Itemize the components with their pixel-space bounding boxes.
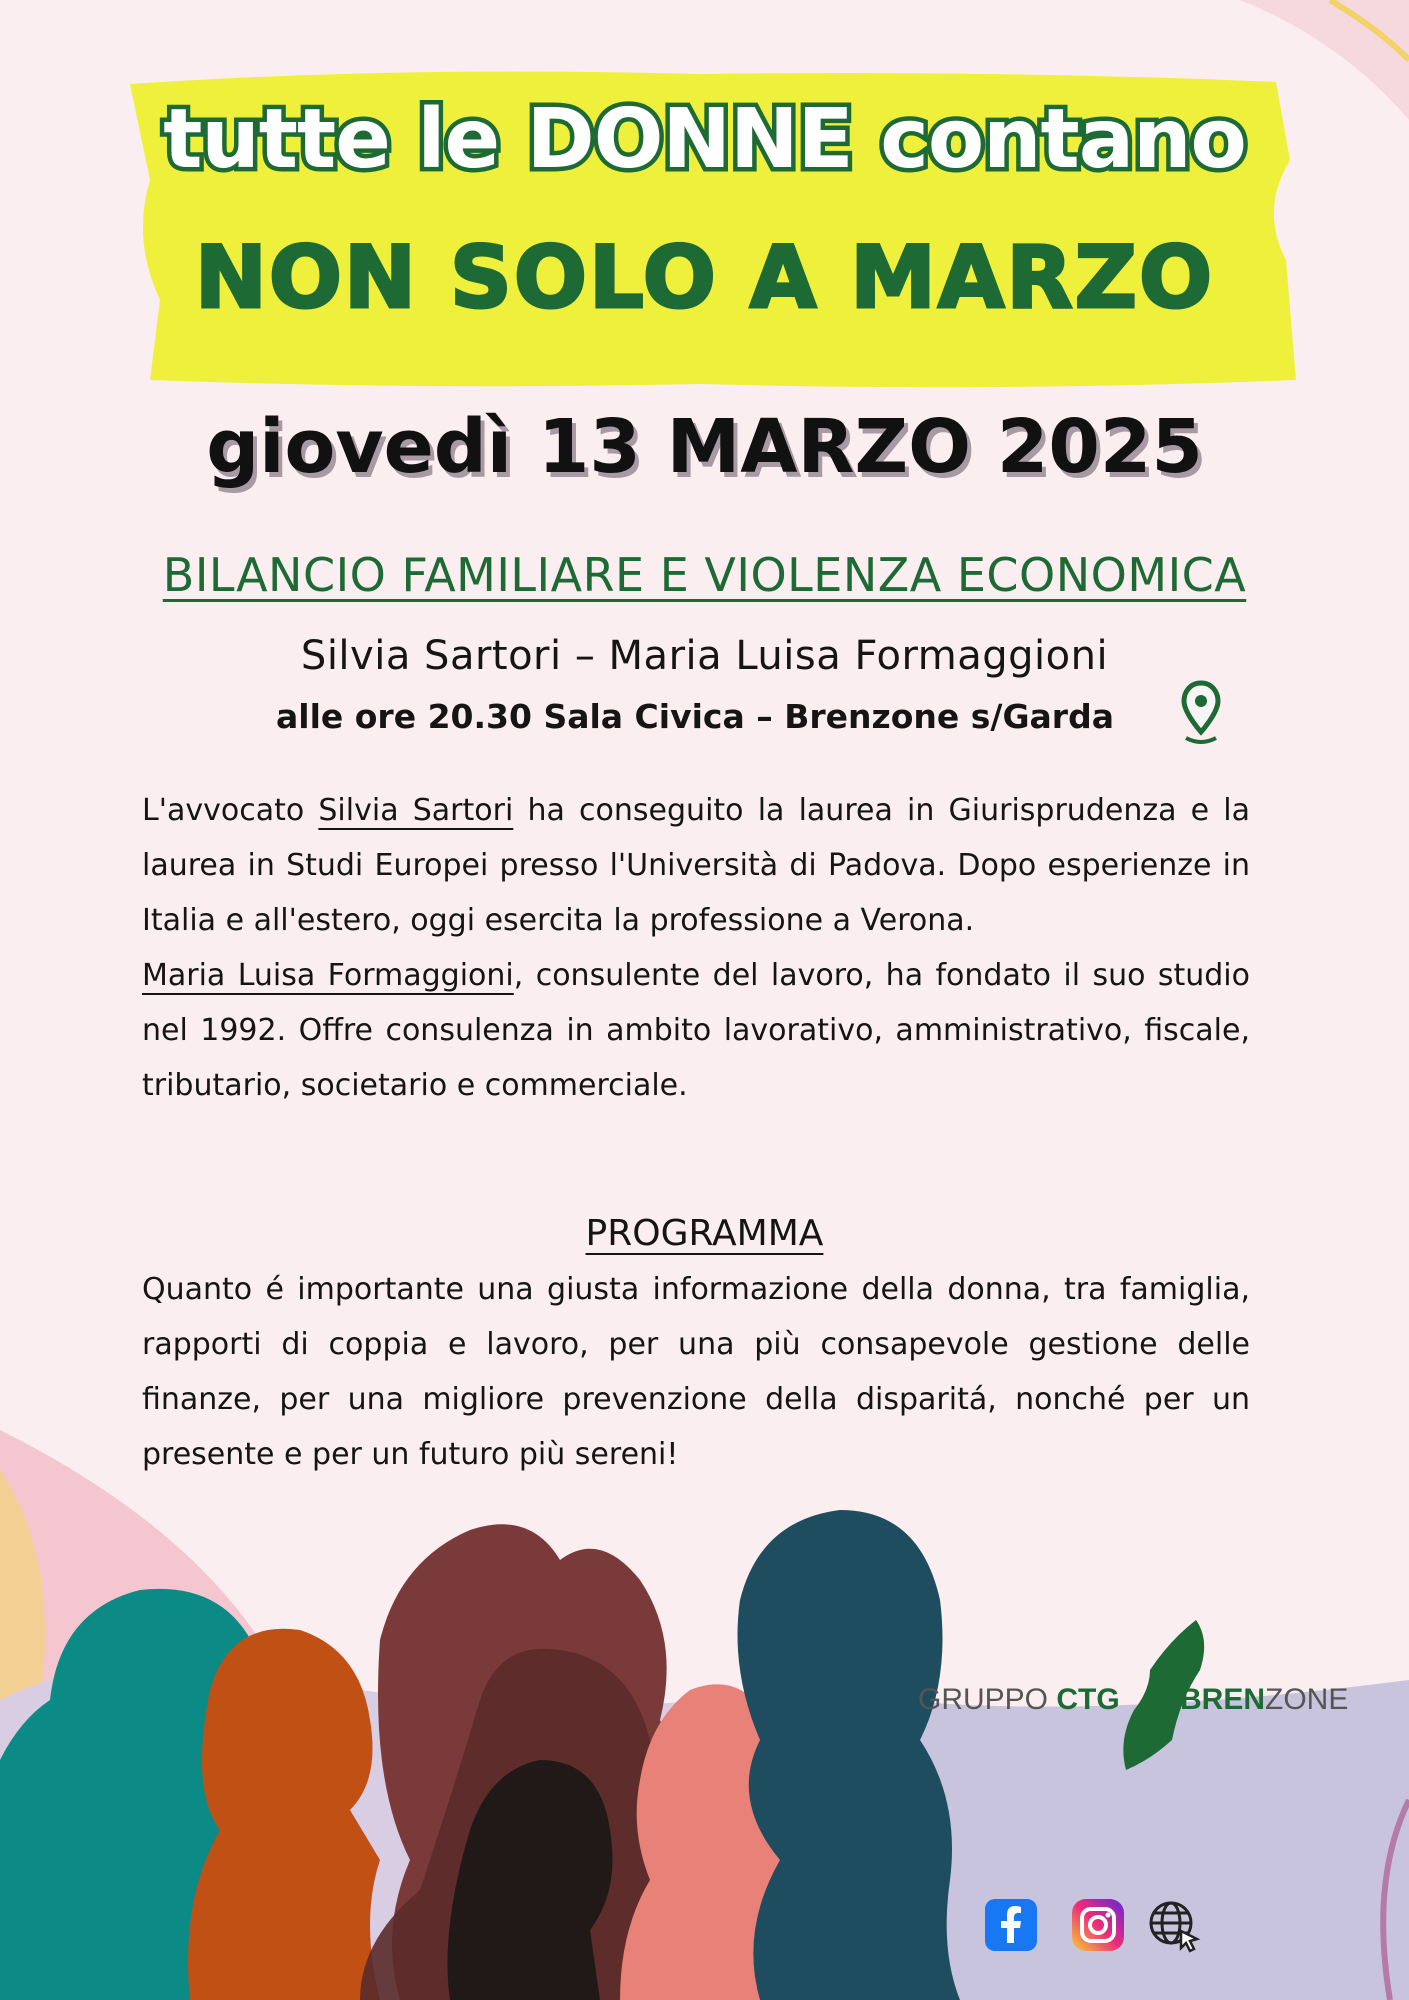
bio-speaker-1-text: ha conseguito la laurea in Giurisprudenza e la laurea in Studi Europei presso l'Università di Padova. Dopo esperienze in Italia e all'estero, oggi esercita la professione a Verona. [142, 793, 1250, 938]
event-topic-text: BILANCIO FAMILIARE E VIOLENZA ECONOMICA [162, 548, 1247, 602]
facebook-icon[interactable] [983, 1897, 1039, 1953]
event-topic [0, 548, 1409, 602]
logo-left-bold: CTG [1056, 1683, 1120, 1716]
bio-speaker-2-name: Maria Luisa Formaggioni [142, 958, 514, 993]
logo-gruppo-ctg [918, 1683, 1120, 1717]
map-pin-icon [1180, 680, 1222, 750]
logo-right-bold: BREN [1180, 1683, 1266, 1716]
bio-speaker-2-text: , consulente del lavoro, ha fondato il suo studio nel 1992. Offre consulenza in ambito lavorativo, amministrativo, fiscale, tributario, societario e commerciale. [142, 958, 1250, 1103]
speakers-bio [142, 783, 1250, 1113]
logo-brenzone [1180, 1683, 1348, 1717]
event-venue: alle ore 20.30 Sala Civica – Brenzone s/Garda [276, 697, 1114, 736]
bio-speaker-1-intro: L'avvocato [142, 793, 319, 828]
programma-text: Quanto é importante una giusta informazione della donna, tra famiglia, rapporti di coppia e lavoro, per una più consapevole gestione delle finanze, per una migliore prevenzione della disparitá, nonché per un presente e per un futuro più sereni! [142, 1272, 1250, 1472]
programma-heading [0, 1213, 1409, 1254]
event-date: giovedì 13 MARZO 2025 [206, 404, 1203, 490]
headline-line-1: tutte le DONNE contano [163, 92, 1246, 187]
programma-heading-text: PROGRAMMA [585, 1213, 824, 1254]
logo-right-text: ZONE [1265, 1683, 1349, 1716]
headline-line-2: NON SOLO A MARZO [194, 228, 1215, 328]
logo-left-text: GRUPPO [918, 1683, 1049, 1716]
bio-speaker-1-name: Silvia Sartori [318, 793, 514, 828]
globe-icon[interactable] [1145, 1897, 1201, 1953]
instagram-icon[interactable] [1070, 1897, 1126, 1953]
event-speakers: Silvia Sartori – Maria Luisa Formaggioni [300, 633, 1109, 679]
